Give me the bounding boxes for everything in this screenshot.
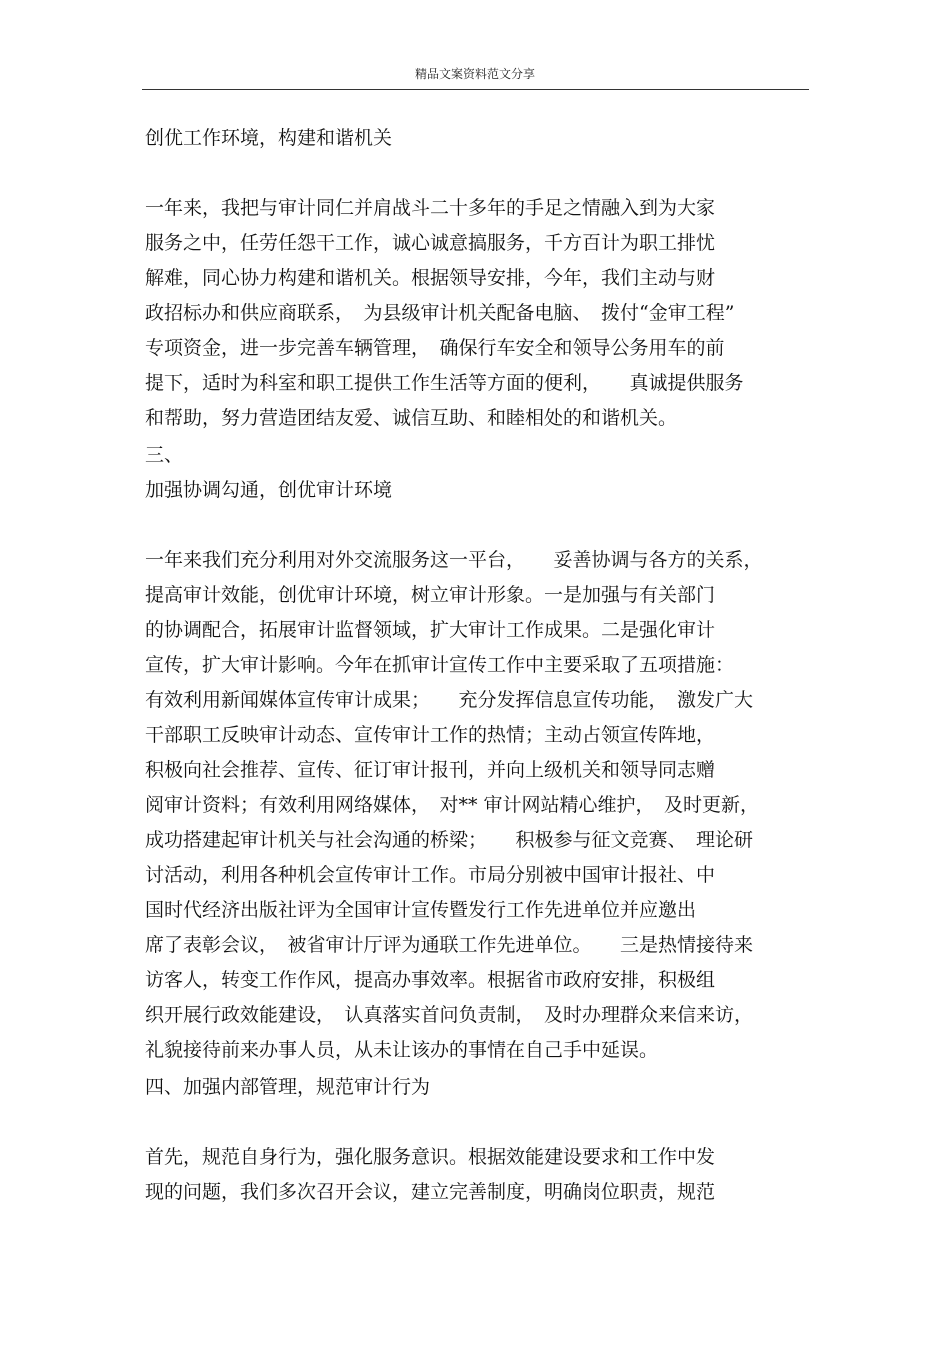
text-line: 加强协调勾通，创优审计环境 <box>145 479 393 501</box>
text-line: 国时代经济出版社评为全国审计宣传暨发行工作先进单位并应邀出 <box>145 899 697 921</box>
text-line: 专项资金，进一步完善车辆管理， 确保行车安全和领导公务用车的前 <box>145 337 725 359</box>
text-line: 三、 <box>145 444 184 466</box>
text-line: 现的问题，我们多次召开会议，建立完善制度，明确岗位职责，规范 <box>145 1181 716 1203</box>
text-line: 积极向社会推荐、宣传、征订审计报刊，并向上级机关和领导同志赠 <box>145 759 716 781</box>
text-line: 礼貌接待前来办事人员，从未让该办的事情在自己手中延误。 <box>145 1039 659 1061</box>
text-line: 织开展行政效能建设， 认真落实首问负责制， 及时办理群众来信来访， <box>145 1004 754 1026</box>
text-line: 解难，同心协力构建和谐机关。根据领导安排，今年，我们主动与财 <box>145 267 716 289</box>
text-line: 有效利用新闻媒体宣传审计成果； 充分发挥信息宣传功能， 激发广大 <box>145 689 754 711</box>
text-line: 成功搭建起审计机关与社会沟通的桥梁； 积极参与征文竞赛、 理论研 <box>145 829 754 851</box>
text-line: 一年来我们充分利用对外交流服务这一平台， 妥善协调与各方的关系， <box>145 549 763 571</box>
text-line: 席了表彰会议， 被省审计厅评为通联工作先进单位。 三是热情接待来 <box>145 934 754 956</box>
text-line: 的协调配合，拓展审计监督领域，扩大审计工作成果。二是强化审计 <box>145 619 716 641</box>
text-line: 阅审计资料；有效利用网络媒体， 对** 审计网站精心维护， 及时更新， <box>145 794 760 816</box>
text-line: 首先，规范自身行为，强化服务意识。根据效能建设要求和工作中发 <box>145 1146 716 1168</box>
text-line: 四、加强内部管理，规范审计行为 <box>145 1076 431 1098</box>
header-divider <box>142 89 809 90</box>
text-line: 宣传，扩大审计影响。今年在抓审计宣传工作中主要采取了五项措施： <box>145 654 735 676</box>
text-line: 服务之中，任劳任怨干工作，诚心诚意搞服务，千方百计为职工排忧 <box>145 232 716 254</box>
text-line: 和帮助，努力营造团结友爱、诚信互助、和睦相处的和谐机关。 <box>145 407 678 429</box>
text-line: 政招标办和供应商联系， 为县级审计机关配备电脑、 拨付“金审工程” <box>145 302 735 324</box>
text-line: 干部职工反映审计动态、宣传审计工作的热情；主动占领宣传阵地， <box>145 724 716 746</box>
page-header: 精品文案资料范文分享 <box>414 67 535 81</box>
text-line: 一年来，我把与审计同仁并肩战斗二十多年的手足之情融入到为大家 <box>145 197 716 219</box>
text-line: 访客人，转变工作作风，提高办事效率。根据省市政府安排，积极组 <box>145 969 716 991</box>
text-line: 提下，适时为科室和职工提供工作生活等方面的便利， 真诚提供服务 <box>145 372 744 394</box>
text-line: 创优工作环境，构建和谐机关 <box>145 127 393 149</box>
text-line: 讨活动，利用各种机会宣传审计工作。市局分别被中国审计报社、中 <box>145 864 716 886</box>
text-line: 提高审计效能，创优审计环境，树立审计形象。一是加强与有关部门 <box>145 584 716 606</box>
